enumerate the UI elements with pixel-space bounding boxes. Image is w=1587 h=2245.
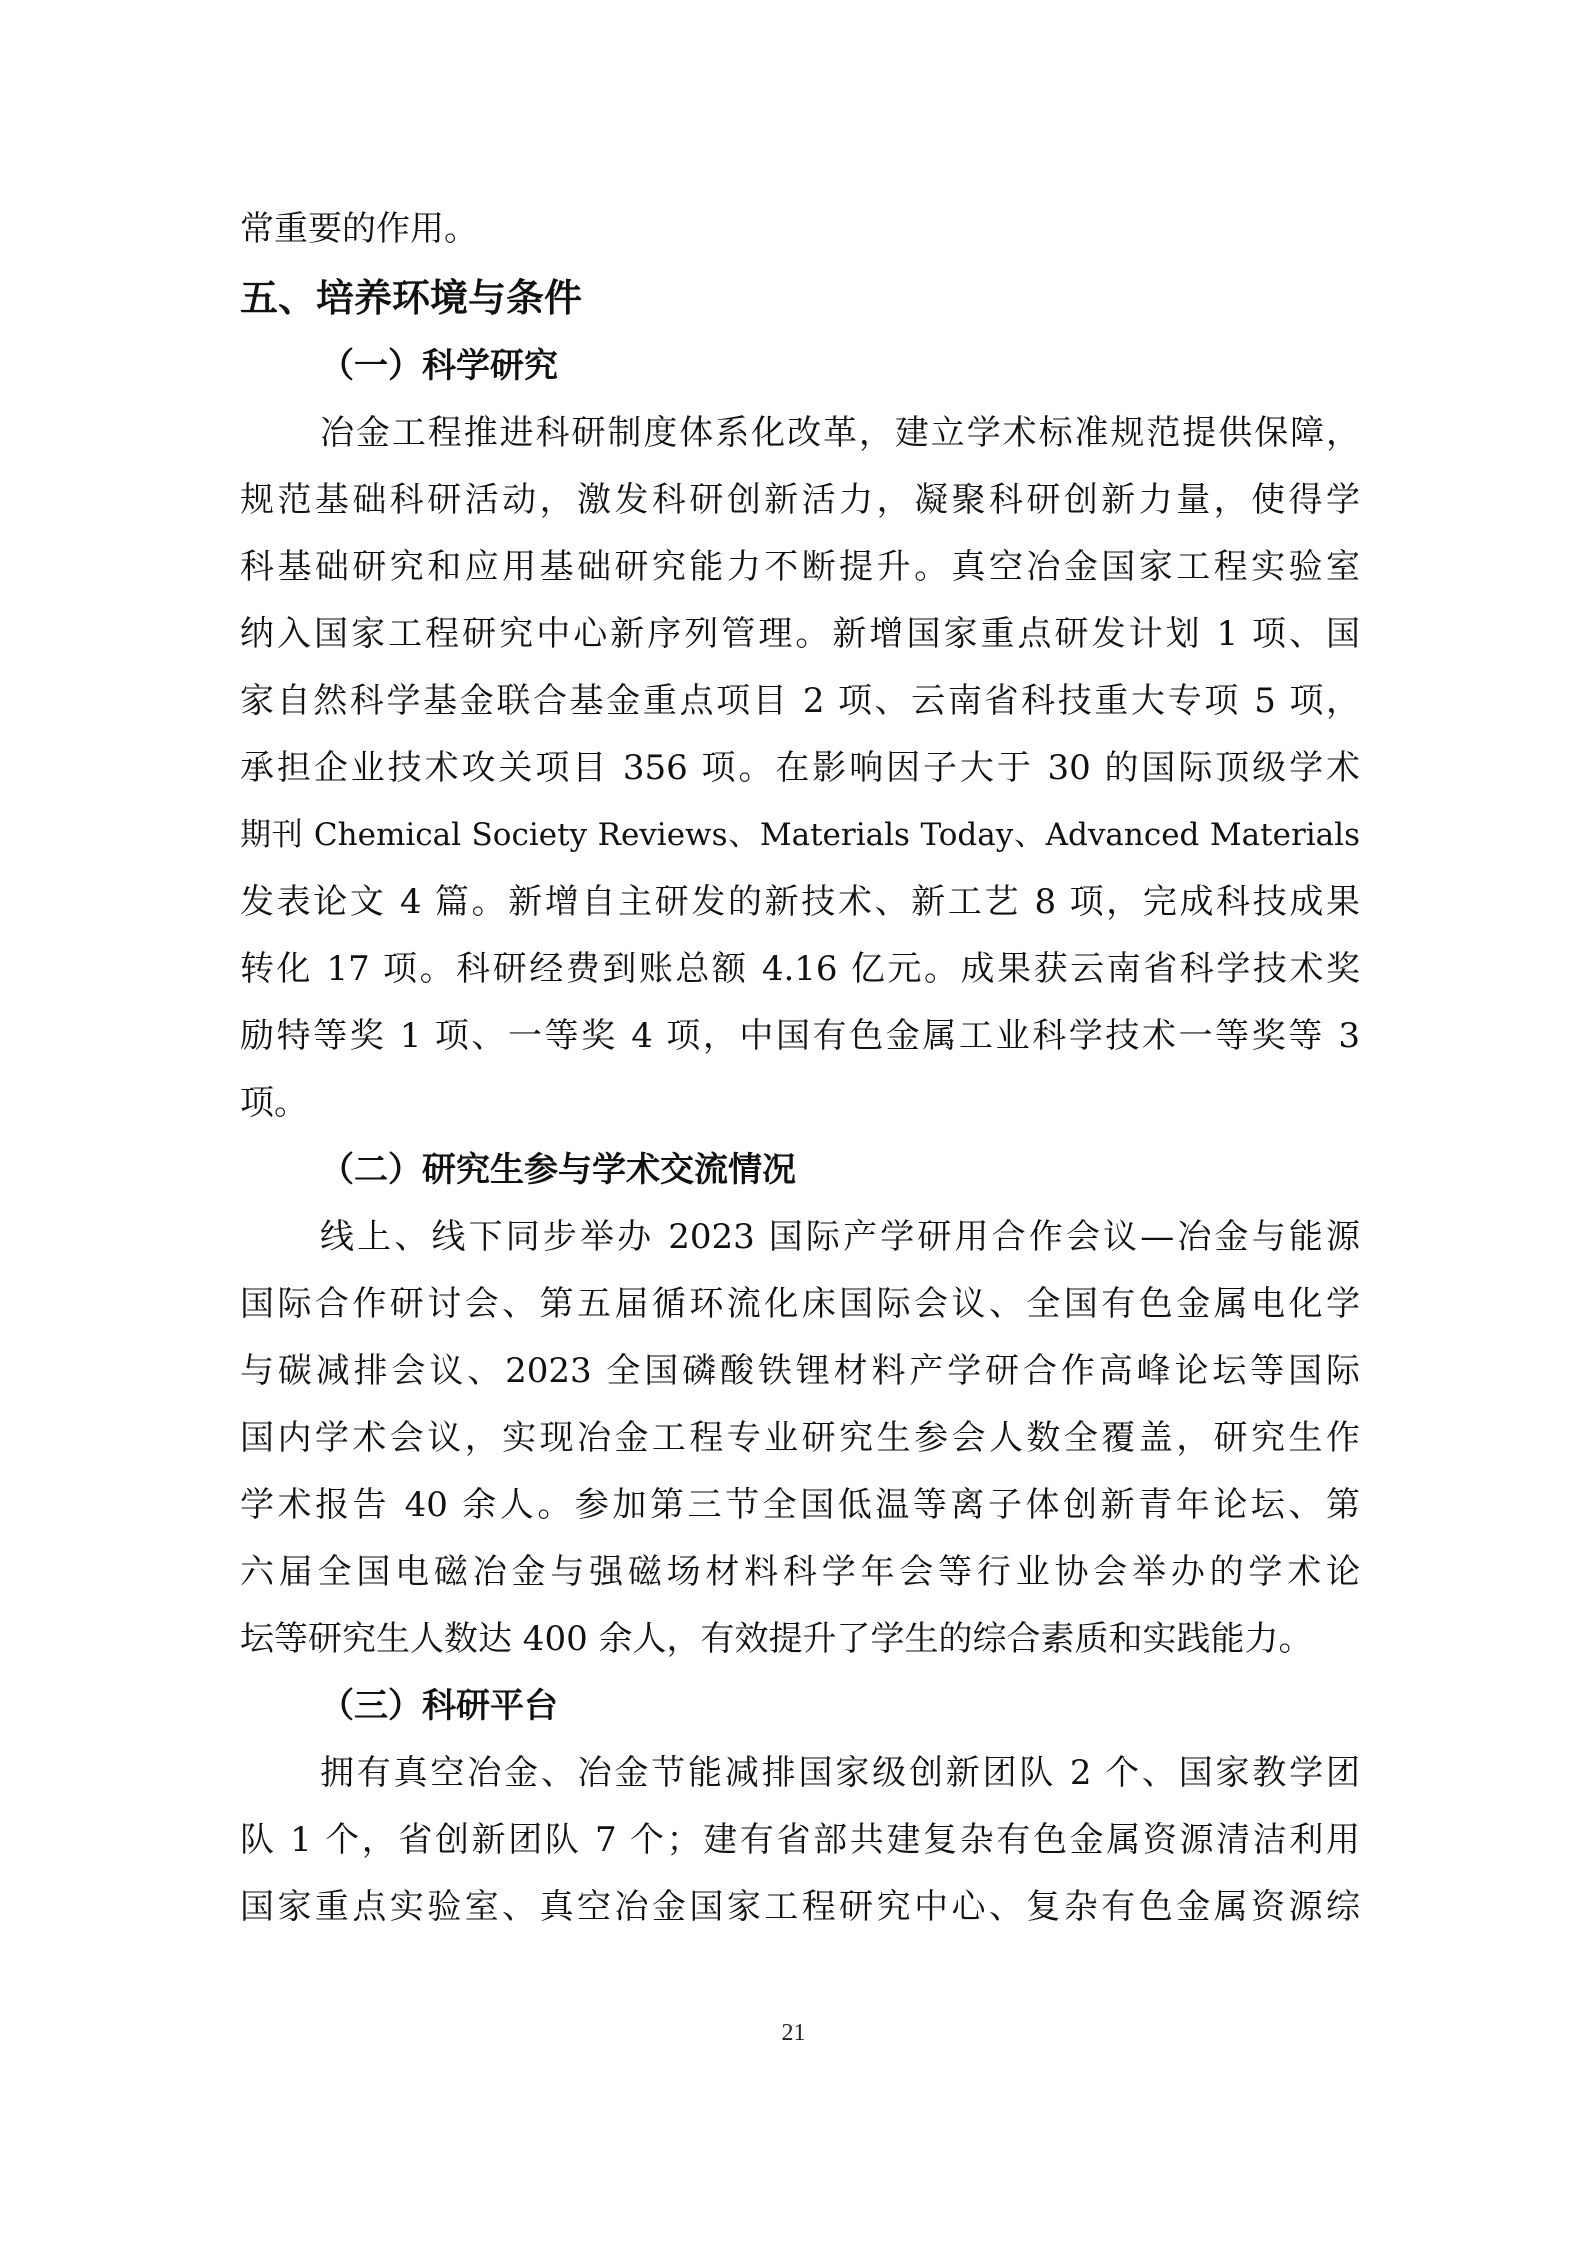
paragraph-line: 转化 17 项。科研经费到账总额 4.16 亿元。成果获云南省科学技术奖: [240, 949, 1360, 989]
paragraph-line: 承担企业技术攻关项目 356 项。在影响因子大于 30 的国际顶级学术: [240, 748, 1360, 788]
paragraph-line: 科基础研究和应用基础研究能力不断提升。真空冶金国家工程实验室: [240, 547, 1360, 587]
page-number: 21: [781, 2020, 806, 2046]
section-title: 五、培养环境与条件: [240, 276, 583, 320]
paragraph-line: 国内学术会议，实现冶金工程专业研究生参会人数全覆盖，研究生作: [240, 1418, 1360, 1458]
paragraph-line: 纳入国家工程研究中心新序列管理。新增国家重点研发计划 1 项、国: [240, 614, 1360, 654]
paragraph-line: 励特等奖 1 项、一等奖 4 项，中国有色金属工业科学技术一等奖等 3: [240, 1016, 1360, 1056]
paragraph-line: 坛等研究生人数达 400 余人，有效提升了学生的综合素质和实践能力。: [240, 1619, 1313, 1659]
document-body: [240, 196, 1360, 1941]
paragraph-line: 规范基础科研活动，激发科研创新活力，凝聚科研创新力量，使得学: [240, 480, 1360, 520]
paragraph-line: 六届全国电磁冶金与强磁场材料科学年会等行业协会举办的学术论: [240, 1552, 1360, 1592]
paragraph-line: 队 1 个，省创新团队 7 个；建有省部共建复杂有色金属资源清洁利用: [240, 1820, 1360, 1860]
paragraph-line: 家自然科学基金联合基金重点项目 2 项、云南省科技重大专项 5 项，: [240, 681, 1360, 721]
paragraph-line: 学术报告 40 余人。参加第三节全国低温等离子体创新青年论坛、第: [240, 1485, 1360, 1525]
subsection-heading: （一）科学研究: [320, 346, 558, 386]
paragraph-line: 拥有真空冶金、冶金节能减排国家级创新团队 2 个、国家教学团: [320, 1753, 1360, 1793]
paragraph-line: 与碳减排会议、2023 全国磷酸铁锂材料产学研合作高峰论坛等国际: [240, 1351, 1360, 1391]
paragraph-line: 国家重点实验室、真空冶金国家工程研究中心、复杂有色金属资源综: [240, 1887, 1360, 1927]
paragraph-line: 发表论文 4 篇。新增自主研发的新技术、新工艺 8 项，完成科技成果: [240, 882, 1360, 922]
paragraph-line: 国际合作研讨会、第五届循环流化床国际会议、全国有色金属电化学: [240, 1284, 1360, 1324]
paragraph-line: 项。: [240, 1083, 308, 1123]
paragraph-line: 冶金工程推进科研制度体系化改革，建立学术标准规范提供保障，: [320, 413, 1360, 453]
paragraph-line: 常重要的作用。: [240, 209, 478, 249]
paragraph-line: 线上、线下同步举办 2023 国际产学研用合作会议—冶金与能源: [320, 1217, 1360, 1257]
subsection-heading: （三）科研平台: [320, 1686, 558, 1726]
paragraph-line: 期刊 Chemical Society Reviews、Materials Today、Advanced Materials: [240, 817, 1360, 853]
subsection-heading: （二）研究生参与学术交流情况: [320, 1150, 796, 1190]
